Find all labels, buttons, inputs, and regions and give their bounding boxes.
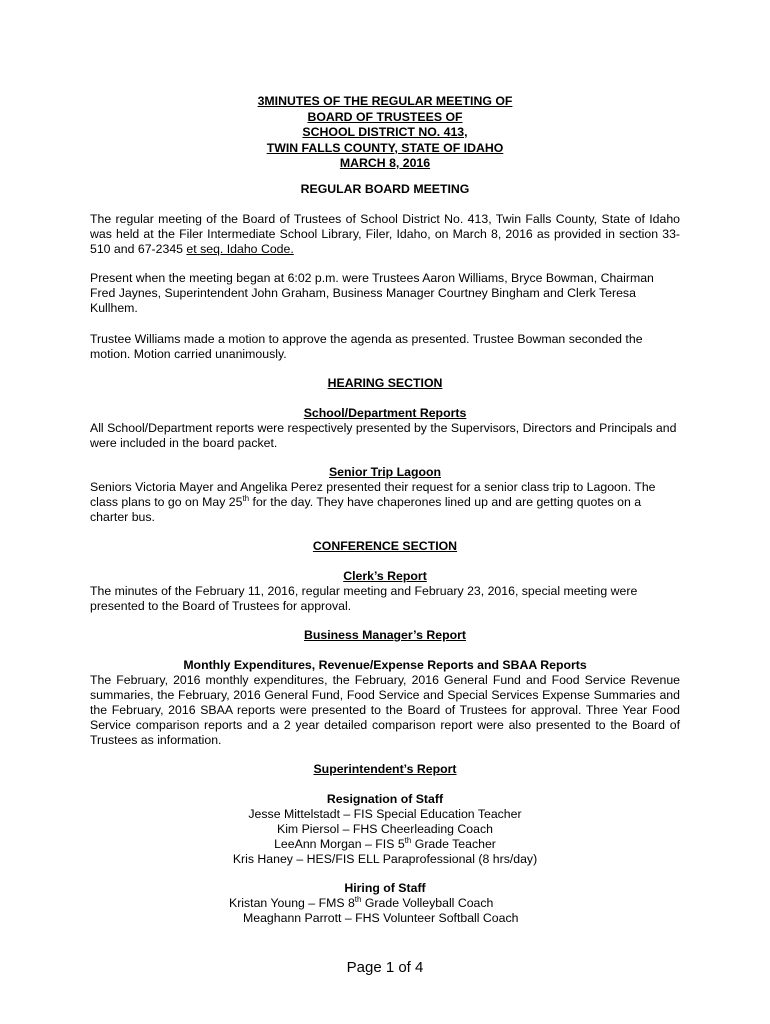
expenditures-paragraph: The February, 2016 monthly expenditures, the February, 2016 General Fund and Food Service Revenue summaries, the February, 2016 General Fund, Food Service and Special Services Expense Summaries and the February, 2016 SBAA reports were presented to the Board of Trustees for approval. Three Year Food Service comparison reports and a 2 year detailed comparison report were also presented to the Board of Trustees as information.: [90, 673, 680, 747]
item-text: LeeAnn Morgan – FIS 5: [274, 837, 405, 851]
hiring-heading: Hiring of Staff: [344, 881, 426, 895]
hiring-item: [90, 896, 680, 911]
clerks-report-heading: Clerk’s Report: [343, 569, 427, 583]
page-number: Page 1 of 4: [346, 959, 424, 976]
title-line: SCHOOL DISTRICT NO. 413,: [302, 125, 468, 139]
meeting-type-heading: REGULAR BOARD MEETING: [300, 182, 470, 196]
senior-trip-text: Seniors Victoria Mayer and Angelika Perez presented their request for a senior class trip to Lagoon. The class plans to go on May 25: [90, 480, 656, 509]
item-text: Jesse Mittelstadt – FIS Special Education Teacher: [248, 807, 522, 821]
resignation-heading: Resignation of Staff: [326, 792, 444, 806]
resignation-item: [90, 822, 680, 837]
intro-paragraph: [90, 212, 680, 257]
school-reports-paragraph: All School/Department reports were respectively presented by the Supervisors, Directors and Principals and were included in the board packet.: [90, 421, 677, 450]
title-line: 3MINUTES OF THE REGULAR MEETING OF: [257, 94, 513, 108]
expenditures-heading: Monthly Expenditures, Revenue/Expense Reports and SBAA Reports: [183, 658, 587, 672]
superscript: th: [242, 494, 250, 503]
document-page: [90, 0, 680, 1024]
superintendent-report-heading: Superintendent’s Report: [313, 762, 457, 776]
senior-trip-heading: Senior Trip Lagoon: [328, 465, 442, 479]
title-line: MARCH 8, 2016: [339, 156, 431, 170]
school-reports-heading: School/Department Reports: [303, 406, 467, 420]
title-line: BOARD OF TRUSTEES OF: [307, 109, 463, 124]
item-text: Meaghann Parrott – FHS Volunteer Softball Coach: [243, 911, 519, 925]
conference-section-heading: CONFERENCE SECTION: [312, 539, 458, 553]
item-text: Grade Volleyball Coach: [361, 896, 494, 910]
superscript: th: [404, 836, 412, 845]
resignation-item: [90, 852, 680, 867]
intro-citation: et seq. Idaho Code.: [186, 242, 294, 256]
intro-text: The regular meeting of the Board of Trustees of School District No. 413, Twin Falls County, State of Idaho was held at the Filer Intermediate School Library, Filer, Idaho, on March 8, 2016 as provided in section 33-510 and 67-2345: [90, 212, 680, 256]
clerks-report-paragraph: The minutes of the February 11, 2016, regular meeting and February 23, 2016, special meeting were presented to the Board of Trustees for approval.: [90, 584, 638, 613]
senior-trip-paragraph: [90, 480, 680, 525]
resignation-list: [90, 807, 680, 867]
item-text: Kim Piersol – FHS Cheerleading Coach: [277, 822, 493, 836]
superscript: th: [354, 895, 362, 904]
item-text: Grade Teacher: [411, 837, 496, 851]
hearing-section-heading: HEARING SECTION: [327, 376, 443, 390]
motion-paragraph: Trustee Williams made a motion to approve the agenda as presented. Trustee Bowman seconded the motion. Motion carried unanimously.: [90, 332, 643, 361]
resignation-item: [90, 837, 680, 852]
document-title: [90, 94, 680, 172]
item-text: Kris Haney – HES/FIS ELL Paraprofessional (8 hrs/day): [232, 852, 538, 866]
resignation-item: [90, 807, 680, 822]
present-paragraph: Present when the meeting began at 6:02 p.m. were Trustees Aaron Williams, Bryce Bowman, Chairman Fred Jaynes, Superintendent John Graham, Business Manager Courtney Bingham and Clerk Teresa Kullhem.: [90, 271, 654, 315]
hiring-list: [90, 896, 680, 926]
item-text: Kristan Young – FMS 8: [229, 896, 355, 910]
hiring-item: [90, 911, 680, 926]
business-report-heading: Business Manager’s Report: [304, 628, 466, 642]
senior-trip-text: for the day. They have chaperones lined up and are getting quotes on a charter bus.: [90, 495, 642, 524]
title-line: TWIN FALLS COUNTY, STATE OF IDAHO: [266, 140, 504, 155]
